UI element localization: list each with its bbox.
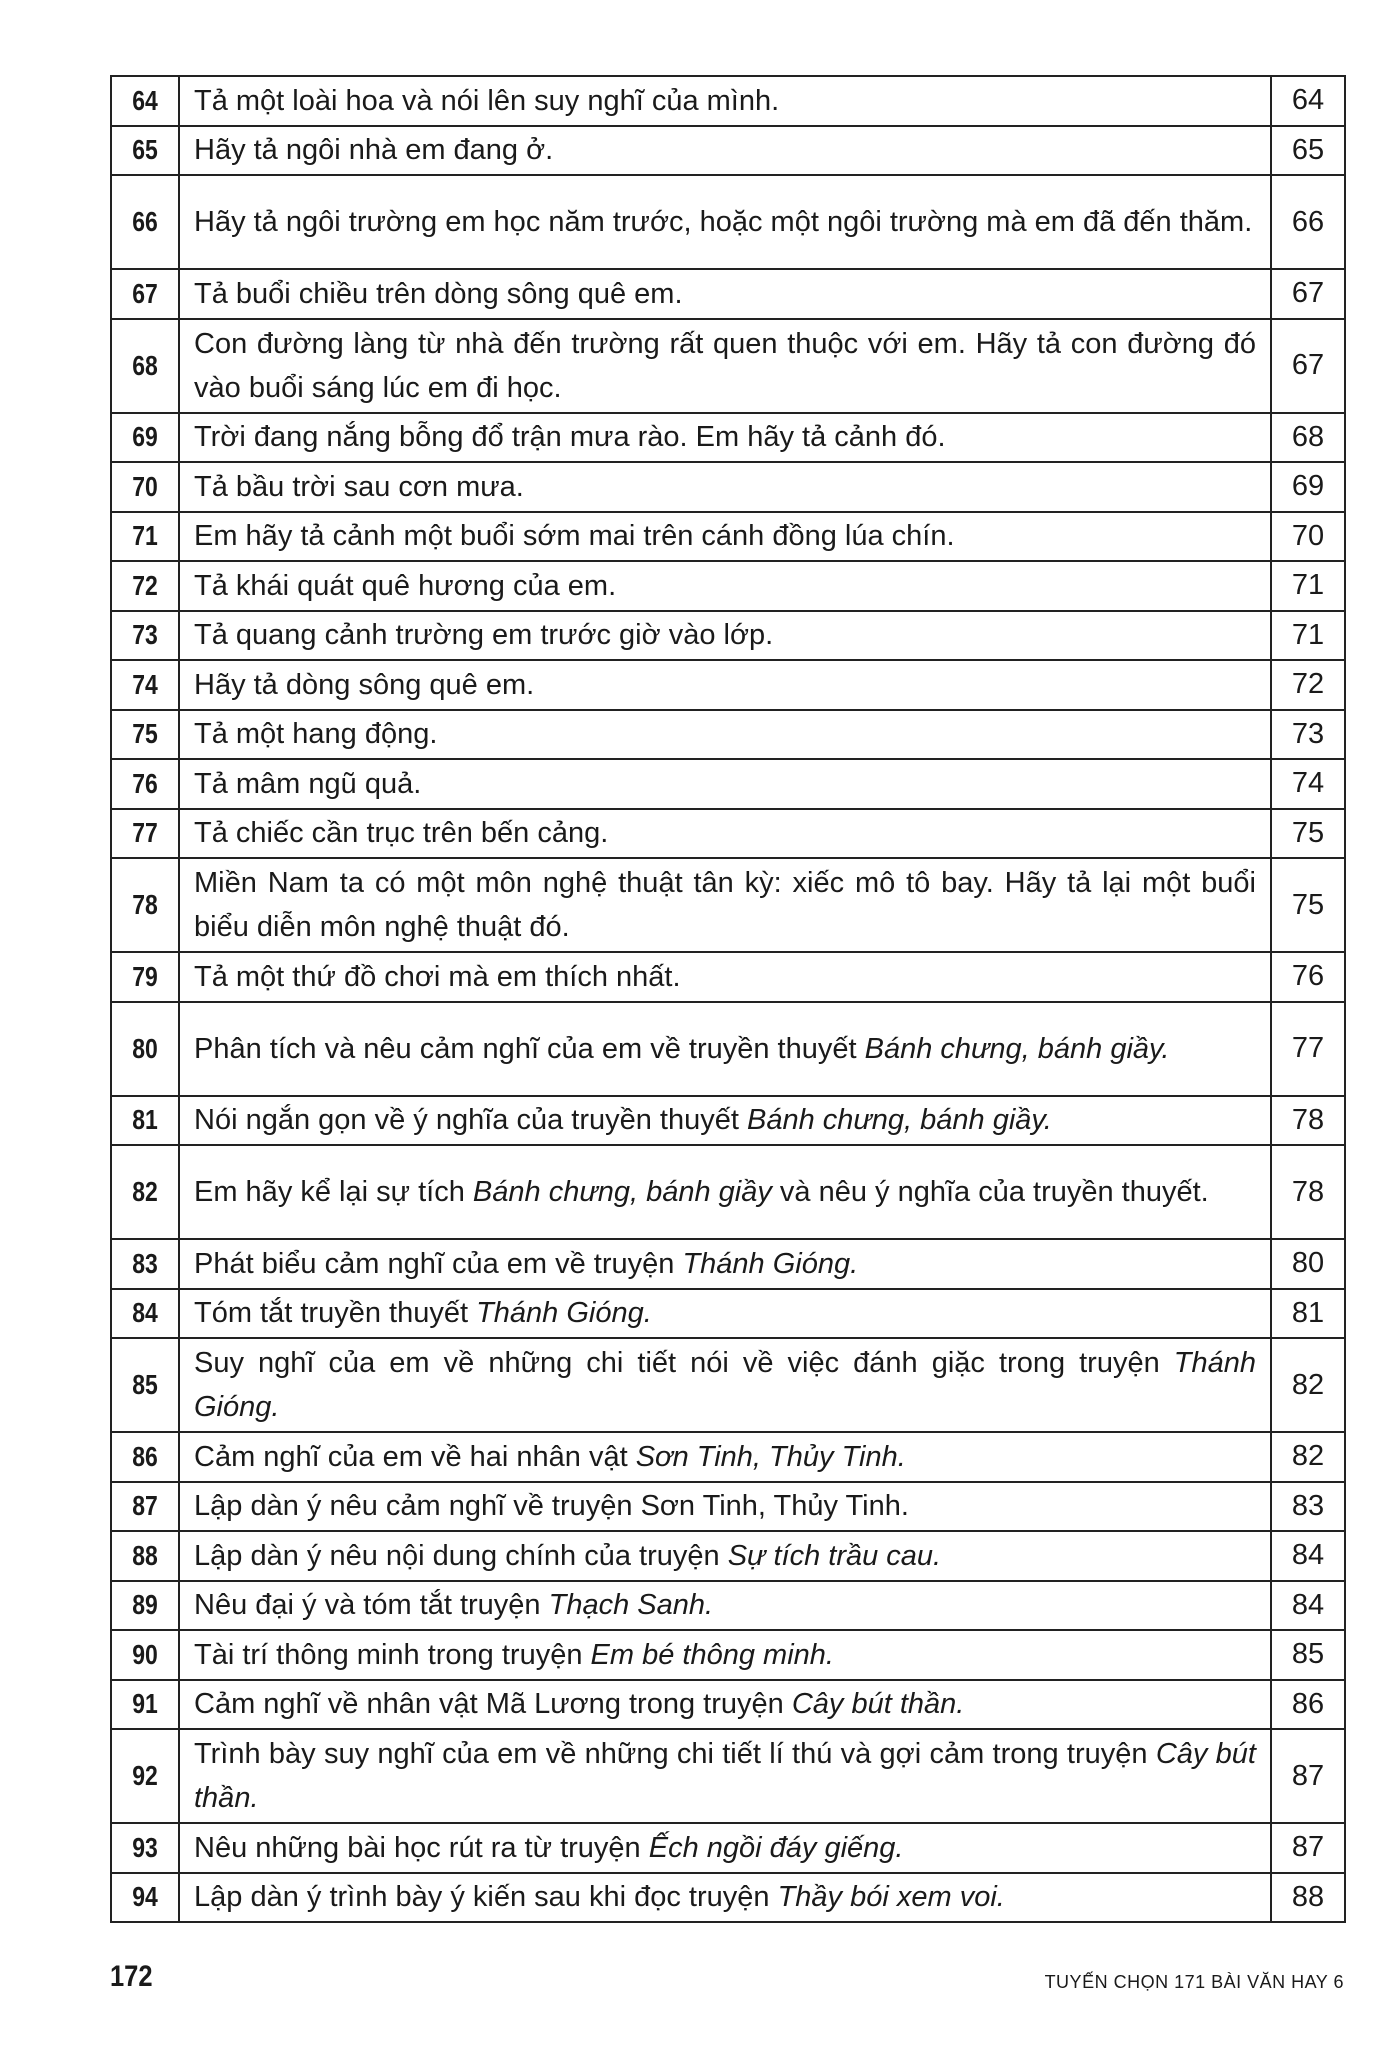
page-ref: 71 bbox=[1271, 611, 1345, 661]
page-ref: 66 bbox=[1271, 175, 1345, 269]
exercise-number bbox=[117, 1531, 173, 1581]
exercise-number bbox=[117, 611, 173, 661]
table-row bbox=[111, 462, 1345, 512]
page-ref: 74 bbox=[1271, 759, 1345, 809]
table-row bbox=[111, 1145, 1345, 1239]
title-text: Tả khái quát quê hương của em. bbox=[194, 569, 617, 602]
title-text: Lập dàn ý trình bày ý kiến sau khi đọc truyện bbox=[194, 1881, 778, 1914]
page-ref: 75 bbox=[1271, 858, 1345, 952]
exercise-number-text: 70 bbox=[132, 470, 158, 502]
title-text: Con đường làng từ nhà đến trường rất quen thuộc với em. Hãy tả con đường đó vào buổi sáng lúc em đi học. bbox=[194, 327, 1256, 404]
title-text: Hãy tả ngôi trường em học năm trước, hoặc một ngôi trường mà em đã đến thăm. bbox=[194, 206, 1253, 238]
exercise-title bbox=[179, 1239, 1271, 1289]
table-row bbox=[111, 660, 1345, 710]
work-title-italic: Em bé thông minh. bbox=[590, 1638, 834, 1671]
table-row bbox=[111, 611, 1345, 661]
work-title-italic: Thạch Sanh. bbox=[548, 1589, 714, 1622]
exercise-number bbox=[117, 1145, 173, 1239]
exercise-title bbox=[179, 561, 1271, 611]
table-row bbox=[111, 952, 1345, 1002]
exercise-title bbox=[179, 1630, 1271, 1680]
exercise-title bbox=[179, 809, 1271, 859]
exercise-number-text: 87 bbox=[132, 1490, 158, 1522]
exercise-title bbox=[179, 1823, 1271, 1873]
title-text: và nêu ý nghĩa của truyền thuyết. bbox=[771, 1176, 1209, 1208]
exercise-number bbox=[117, 660, 173, 710]
exercise-title bbox=[179, 1002, 1271, 1096]
table-row bbox=[111, 1531, 1345, 1581]
title-text: Tài trí thông minh trong truyện bbox=[194, 1638, 591, 1671]
exercise-number bbox=[117, 858, 173, 952]
page-ref: 85 bbox=[1271, 1630, 1345, 1680]
work-title-italic: Thánh Gióng. bbox=[682, 1247, 859, 1280]
title-text: Tả một thứ đồ chơi mà em thích nhất. bbox=[194, 960, 681, 993]
exercise-number bbox=[117, 759, 173, 809]
exercise-number bbox=[117, 561, 173, 611]
page-ref: 70 bbox=[1271, 512, 1345, 562]
exercise-title bbox=[179, 1338, 1271, 1432]
title-text: Tả bầu trời sau cơn mưa. bbox=[194, 470, 524, 503]
table-row bbox=[111, 1729, 1345, 1823]
exercise-number-text: 75 bbox=[132, 718, 158, 750]
exercise-number-text: 68 bbox=[132, 349, 158, 381]
exercise-number bbox=[117, 952, 173, 1002]
title-text: Cảm nghĩ của em về hai nhân vật bbox=[194, 1440, 636, 1473]
title-text: Suy nghĩ của em về những chi tiết nói về việc đánh giặc trong truyện bbox=[194, 1347, 1174, 1379]
exercise-number-text: 78 bbox=[132, 889, 158, 920]
exercise-title bbox=[179, 1096, 1271, 1146]
exercise-title bbox=[179, 1145, 1271, 1239]
exercise-title bbox=[179, 1581, 1271, 1631]
title-text: Trình bày suy nghĩ của em về những chi tiết lí thú và gợi cảm trong truyện bbox=[194, 1738, 1156, 1770]
exercise-title bbox=[179, 952, 1271, 1002]
exercise-title bbox=[179, 1729, 1271, 1823]
page-ref: 87 bbox=[1271, 1729, 1345, 1823]
exercise-number bbox=[117, 1873, 173, 1923]
page-ref: 87 bbox=[1271, 1823, 1345, 1873]
exercise-number-text: 72 bbox=[132, 569, 158, 601]
exercise-title bbox=[179, 175, 1271, 269]
table-row bbox=[111, 175, 1345, 269]
exercise-number-text: 86 bbox=[132, 1440, 158, 1472]
title-text: Em hãy kể lại sự tích bbox=[194, 1176, 473, 1208]
table-of-contents bbox=[110, 75, 1346, 1923]
exercise-number bbox=[117, 1338, 173, 1432]
book-title: TUYẾN CHỌN 171 BÀI VĂN HAY 6 bbox=[1044, 1972, 1344, 1992]
exercise-title bbox=[179, 126, 1271, 176]
exercise-title bbox=[179, 1482, 1271, 1532]
exercise-number-text: 89 bbox=[132, 1589, 158, 1621]
table-row bbox=[111, 1096, 1345, 1146]
title-text: Tả chiếc cần trục trên bến cảng. bbox=[194, 817, 609, 850]
exercise-number bbox=[117, 462, 173, 512]
exercise-title bbox=[179, 319, 1271, 413]
table-row bbox=[111, 1581, 1345, 1631]
exercise-number bbox=[117, 269, 173, 319]
exercise-title bbox=[179, 1680, 1271, 1730]
page-number: 172 bbox=[110, 1960, 153, 1993]
exercise-title bbox=[179, 660, 1271, 710]
title-text: Tả mâm ngũ quả. bbox=[194, 767, 422, 800]
page-ref: 78 bbox=[1271, 1096, 1345, 1146]
table-row bbox=[111, 1432, 1345, 1482]
page-ref: 82 bbox=[1271, 1432, 1345, 1482]
exercise-number bbox=[117, 76, 173, 126]
exercise-number-text: 65 bbox=[132, 134, 158, 166]
table-row bbox=[111, 512, 1345, 562]
work-title-italic: Thánh Gióng. bbox=[194, 1347, 1256, 1423]
exercise-number bbox=[117, 175, 173, 269]
exercise-number-text: 80 bbox=[132, 1032, 158, 1064]
work-title-italic: Bánh chưng, bánh giầy bbox=[472, 1176, 772, 1208]
exercise-number bbox=[117, 1630, 173, 1680]
exercise-number-text: 81 bbox=[132, 1104, 158, 1136]
exercise-number-text: 92 bbox=[132, 1760, 158, 1791]
work-title-italic: Bánh chưng, bánh giầy. bbox=[864, 1032, 1170, 1065]
table-row bbox=[111, 1630, 1345, 1680]
table-row bbox=[111, 759, 1345, 809]
exercise-number-text: 73 bbox=[132, 619, 158, 651]
page-ref: 84 bbox=[1271, 1531, 1345, 1581]
page-ref: 67 bbox=[1271, 269, 1345, 319]
table-row bbox=[111, 858, 1345, 952]
exercise-number bbox=[117, 1581, 173, 1631]
page-ref: 78 bbox=[1271, 1145, 1345, 1239]
exercise-number-text: 90 bbox=[132, 1638, 158, 1670]
exercise-number-text: 85 bbox=[132, 1369, 158, 1400]
exercise-number-text: 82 bbox=[132, 1176, 158, 1207]
page-ref: 72 bbox=[1271, 660, 1345, 710]
exercise-number bbox=[117, 809, 173, 859]
exercise-number bbox=[117, 1239, 173, 1289]
exercise-number-text: 83 bbox=[132, 1247, 158, 1279]
title-text: Miền Nam ta có một môn nghệ thuật tân kỳ: xiếc mô tô bay. Hãy tả lại một buổi biểu diễn môn nghệ thuật đó. bbox=[194, 867, 1256, 943]
exercise-number bbox=[117, 512, 173, 562]
work-title-italic: Sự tích trầu cau. bbox=[727, 1539, 942, 1572]
page-ref: 68 bbox=[1271, 413, 1345, 463]
exercise-number bbox=[117, 126, 173, 176]
work-title-italic: Ếch ngồi đáy giếng. bbox=[648, 1831, 904, 1864]
title-text: Hãy tả dòng sông quê em. bbox=[194, 668, 535, 701]
exercise-title bbox=[179, 1289, 1271, 1339]
exercise-number bbox=[117, 710, 173, 760]
exercise-number bbox=[117, 1680, 173, 1730]
table-row bbox=[111, 269, 1345, 319]
page-ref: 75 bbox=[1271, 809, 1345, 859]
page-ref: 80 bbox=[1271, 1239, 1345, 1289]
exercise-number bbox=[117, 413, 173, 463]
title-text: Nói ngắn gọn về ý nghĩa của truyền thuyết bbox=[194, 1104, 747, 1137]
title-text: Tóm tắt truyền thuyết bbox=[194, 1297, 477, 1330]
exercise-number bbox=[117, 1002, 173, 1096]
exercise-title bbox=[179, 413, 1271, 463]
title-text: Tả quang cảnh trường em trước giờ vào lớp. bbox=[194, 619, 774, 652]
exercise-number-text: 84 bbox=[132, 1297, 158, 1329]
table-row bbox=[111, 126, 1345, 176]
table-row bbox=[111, 1823, 1345, 1873]
exercise-number-text: 69 bbox=[132, 421, 158, 453]
exercise-title bbox=[179, 759, 1271, 809]
exercise-number-text: 76 bbox=[132, 767, 158, 799]
exercise-number-text: 93 bbox=[132, 1831, 158, 1863]
table-row bbox=[111, 1873, 1345, 1923]
title-text: Hãy tả ngôi nhà em đang ở. bbox=[194, 134, 554, 167]
exercise-title bbox=[179, 1432, 1271, 1482]
exercise-number-text: 88 bbox=[132, 1539, 158, 1571]
work-title-italic: Thầy bói xem voi. bbox=[777, 1881, 1005, 1914]
table-row bbox=[111, 1680, 1345, 1730]
exercise-number-text: 74 bbox=[132, 668, 158, 700]
page-ref: 84 bbox=[1271, 1581, 1345, 1631]
table-row bbox=[111, 319, 1345, 413]
work-title-italic: Bánh chưng, bánh giầy. bbox=[746, 1104, 1052, 1137]
table-row bbox=[111, 1002, 1345, 1096]
exercise-title bbox=[179, 1531, 1271, 1581]
exercise-number bbox=[117, 1729, 173, 1823]
table-row bbox=[111, 76, 1345, 126]
title-text: Phát biểu cảm nghĩ của em về truyện bbox=[194, 1247, 683, 1280]
exercise-number-text: 91 bbox=[132, 1688, 158, 1720]
page-ref: 77 bbox=[1271, 1002, 1345, 1096]
title-text: Tả buổi chiều trên dòng sông quê em. bbox=[194, 277, 683, 310]
table-row bbox=[111, 1338, 1345, 1432]
exercise-number bbox=[117, 1096, 173, 1146]
table-row bbox=[111, 710, 1345, 760]
table-row bbox=[111, 561, 1345, 611]
page-ref: 82 bbox=[1271, 1338, 1345, 1432]
page-ref: 73 bbox=[1271, 710, 1345, 760]
title-text: Em hãy tả cảnh một buổi sớm mai trên cánh đồng lúa chín. bbox=[194, 520, 955, 553]
title-text: Tả một hang động. bbox=[194, 718, 438, 751]
page-ref: 76 bbox=[1271, 952, 1345, 1002]
exercise-title bbox=[179, 710, 1271, 760]
exercise-number-text: 67 bbox=[132, 277, 158, 309]
table-row bbox=[111, 413, 1345, 463]
exercise-number bbox=[117, 1432, 173, 1482]
exercise-title bbox=[179, 76, 1271, 126]
exercise-number bbox=[117, 319, 173, 413]
exercise-title bbox=[179, 611, 1271, 661]
work-title-italic: Sơn Tinh, Thủy Tinh. bbox=[635, 1440, 906, 1473]
page-ref: 83 bbox=[1271, 1482, 1345, 1532]
exercise-number-text: 66 bbox=[132, 206, 158, 237]
page-ref: 64 bbox=[1271, 76, 1345, 126]
title-text: Lập dàn ý nêu cảm nghĩ về truyện Sơn Tinh, Thủy Tinh. bbox=[194, 1490, 909, 1523]
page-ref: 81 bbox=[1271, 1289, 1345, 1339]
table-row bbox=[111, 809, 1345, 859]
exercise-number-text: 71 bbox=[132, 520, 158, 552]
table-row bbox=[111, 1239, 1345, 1289]
exercise-number bbox=[117, 1289, 173, 1339]
toc-body bbox=[111, 76, 1345, 1922]
exercise-title bbox=[179, 858, 1271, 952]
title-text: Lập dàn ý nêu nội dung chính của truyện bbox=[194, 1539, 728, 1572]
exercise-title bbox=[179, 1873, 1271, 1923]
table-row bbox=[111, 1482, 1345, 1532]
page-ref: 65 bbox=[1271, 126, 1345, 176]
exercise-title bbox=[179, 462, 1271, 512]
page-ref: 71 bbox=[1271, 561, 1345, 611]
title-text: Cảm nghĩ về nhân vật Mã Lương trong truyện bbox=[194, 1688, 792, 1721]
title-text: Nêu đại ý và tóm tắt truyện bbox=[194, 1589, 549, 1622]
title-text: Trời đang nắng bỗng đổ trận mưa rào. Em hãy tả cảnh đó. bbox=[194, 421, 946, 454]
exercise-number-text: 94 bbox=[132, 1881, 158, 1913]
work-title-italic: Cây bút thần. bbox=[791, 1688, 965, 1721]
exercise-number-text: 79 bbox=[132, 960, 158, 992]
exercise-title bbox=[179, 269, 1271, 319]
table-row bbox=[111, 1289, 1345, 1339]
exercise-number bbox=[117, 1482, 173, 1532]
page-ref: 69 bbox=[1271, 462, 1345, 512]
exercise-number-text: 77 bbox=[132, 817, 158, 849]
page-ref: 86 bbox=[1271, 1680, 1345, 1730]
exercise-number bbox=[117, 1823, 173, 1873]
title-text: Phân tích và nêu cảm nghĩ của em về truyền thuyết bbox=[194, 1032, 865, 1065]
work-title-italic: Thánh Gióng. bbox=[476, 1297, 652, 1330]
work-title-italic: Cây bút thần. bbox=[194, 1738, 1256, 1814]
exercise-number-text: 64 bbox=[132, 84, 158, 116]
page-ref: 88 bbox=[1271, 1873, 1345, 1923]
page-ref: 67 bbox=[1271, 319, 1345, 413]
title-text: Nêu những bài học rút ra từ truyện bbox=[194, 1831, 649, 1864]
title-text: Tả một loài hoa và nói lên suy nghĩ của mình. bbox=[194, 84, 780, 117]
exercise-title bbox=[179, 512, 1271, 562]
